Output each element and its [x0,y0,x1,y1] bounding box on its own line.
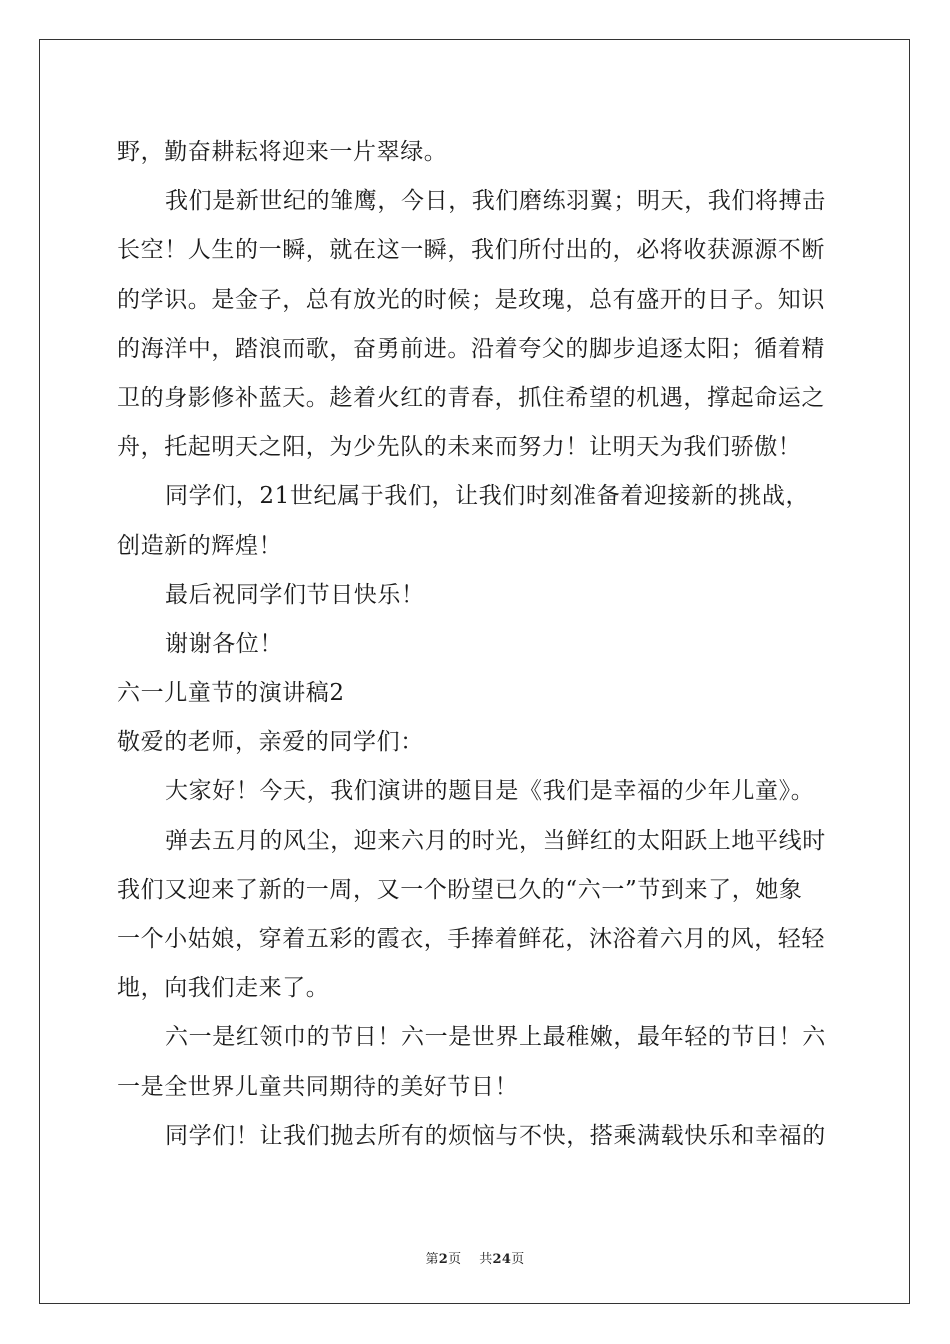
text-line-14: 大家好！今天，我们演讲的题目是《我们是幸福的少年儿童》。 [165,778,815,805]
text-line-16: 我们又迎来了新的一周，又一个盼望已久的“六一”节到来了，她象 [117,876,803,903]
text-line-18: 地，向我们走来了。 [117,975,330,1002]
text-line-11: 谢谢各位！ [165,630,283,657]
text-line-9: 创造新的辉煌！ [117,532,283,559]
text-line-20: 一是全世界儿童共同期待的美好节日！ [117,1073,519,1100]
text-line-3: 长空！人生的一瞬，就在这一瞬，我们所付出的，必将收获源源不断 [117,237,825,264]
text-line-7: 舟，托起明天之阳，为少先队的未来而努力！让明天为我们骄傲！ [117,434,802,461]
section-heading: 六一儿童节的演讲稿2 [117,680,345,707]
text-line-1: 野，勤奋耕耘将迎来一片翠绿。 [117,139,448,165]
text-line-8: 同学们，21世纪属于我们，让我们时刻准备着迎接新的挑战， [165,483,810,510]
total-pages: 24 [492,1252,512,1267]
page-prefix: 第 [425,1252,439,1267]
salutation: 敬爱的老师，亲爱的同学们： [117,729,424,756]
page-suffix: 页 [448,1252,462,1267]
document-body [117,128,837,1161]
text-line-5: 的海洋中，踏浪而歌，奋勇前进。沿着夸父的脚步追逐太阳；循着精 [117,335,825,362]
text-line-17: 一个小姑娘，穿着五彩的霞衣，手捧着鲜花，沐浴着六月的风，轻轻 [117,926,825,952]
text-line-21: 同学们！让我们抛去所有的烦恼与不快，搭乘满载快乐和幸福的 [165,1122,826,1149]
text-line-2: 我们是新世纪的雏鹰，今日，我们磨练羽翼；明天，我们将搏击 [165,188,826,215]
text-line-6: 卫的身影修补蓝天。趁着火红的青春，抓住希望的机遇，撑起命运之 [117,384,825,411]
text-line-4: 的学识。是金子，总有放光的时候；是玫瑰，总有盛开的日子。知识 [117,286,825,313]
total-suffix: 页 [511,1252,525,1267]
text-line-10: 最后祝同学们节日快乐！ [165,581,425,608]
page-number: 2 [438,1252,449,1267]
total-prefix: 共 [479,1252,493,1267]
text-line-15: 弹去五月的风尘，迎来六月的时光，当鲜红的太阳跃上地平线时 [165,827,826,854]
page-footer [0,1248,950,1267]
text-line-19: 六一是红领巾的节日！六一是世界上最稚嫩，最年轻的节日！六 [165,1024,826,1051]
